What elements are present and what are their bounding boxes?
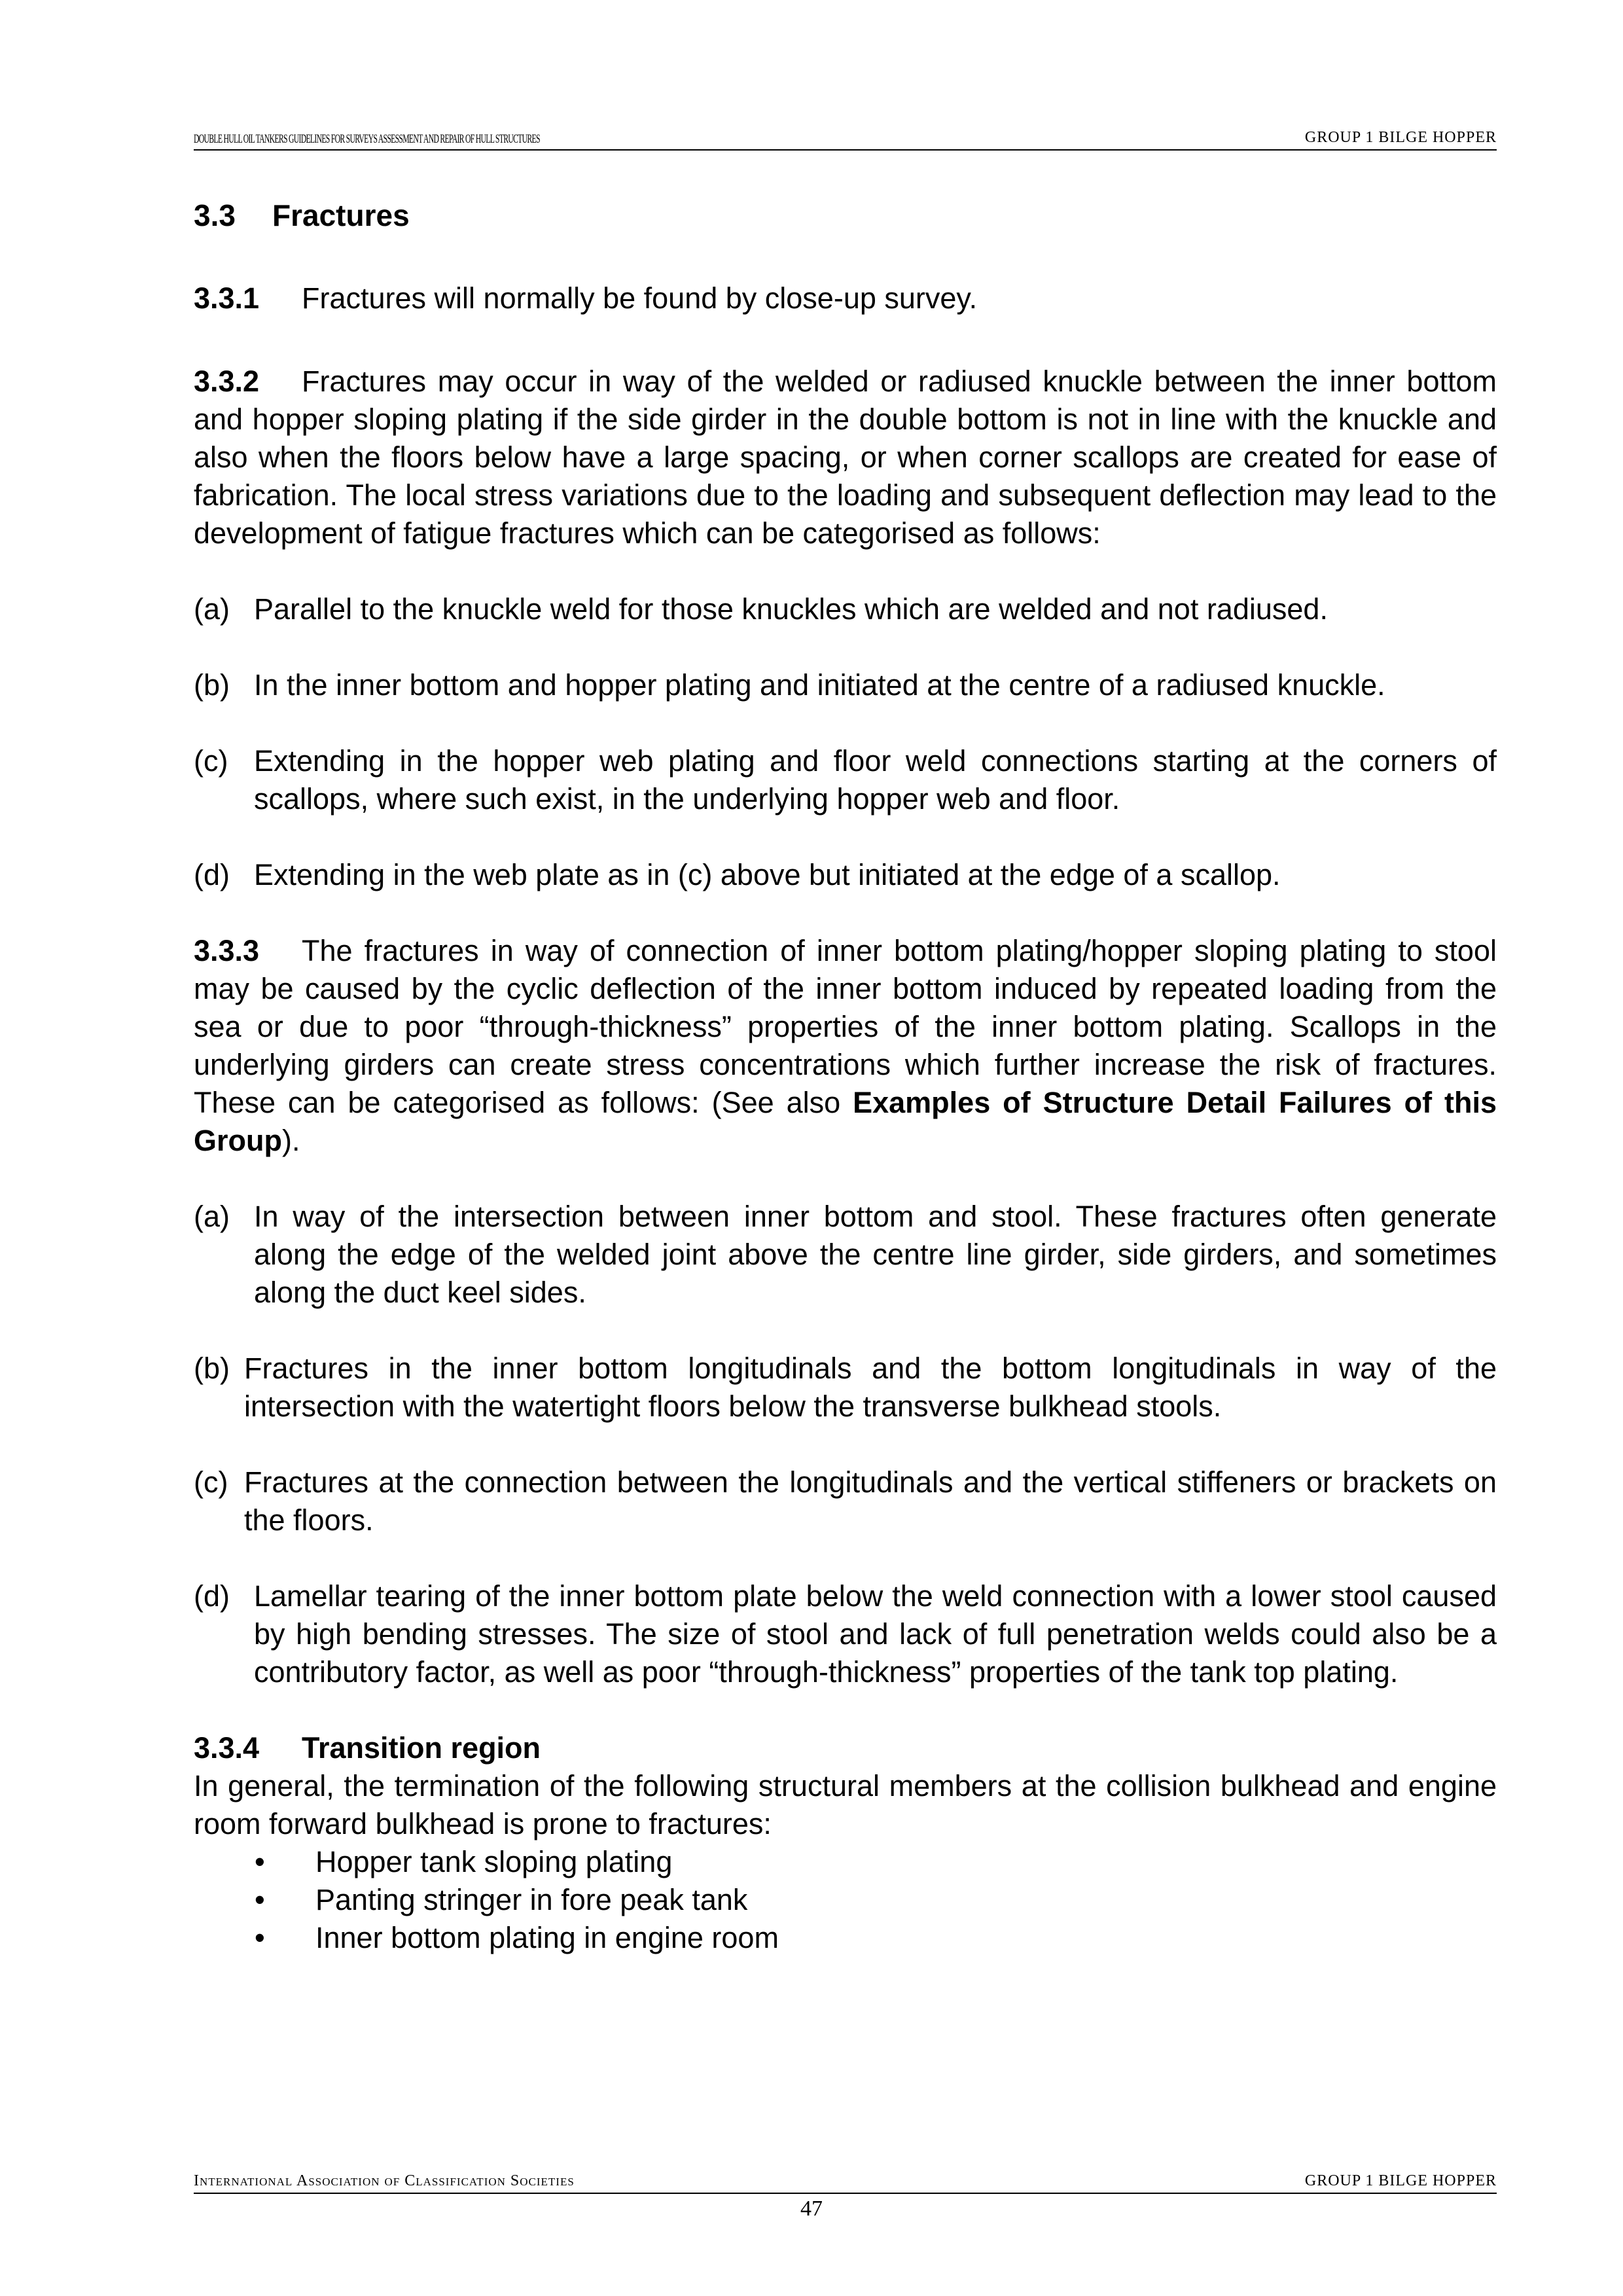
list-item-label: (d) xyxy=(194,858,230,891)
list-item-label: (b) xyxy=(194,668,230,702)
page-number: 47 xyxy=(800,2197,823,2221)
list-item xyxy=(194,666,1497,704)
paragraph-3-3-4: In general, the termination of the following structural members at the collision bulkhead and engine room forward bulkhead is prone to fractures: xyxy=(194,1769,1497,1840)
list-item-text: Lamellar tearing of the inner bottom plate below the weld connection with a lower stool caused by high bending stresses. The size of stool and lack of full penetration welds could also be a contributory factor, as well as poor “through-thickness” properties of the tank top plating. xyxy=(254,1579,1497,1689)
bullet-text: Hopper tank sloping plating xyxy=(315,1845,673,1878)
list-item xyxy=(194,1350,1497,1426)
page-footer xyxy=(194,2170,1497,2194)
bullet-text: Inner bottom plating in engine room xyxy=(315,1921,779,1954)
header-document-title: DOUBLE HULL OIL TANKERS GUIDELINES FOR SURVEYS ASSESSMENT AND REPAIR OF HULL STRUCTURES xyxy=(194,132,540,146)
paragraph-text: Fractures may occur in way of the welded or radiused knuckle between the inner bottom and hopper sloping plating if the side girder in the double bottom is not in line with the knuckle and also when the floors below have a large spacing, or when corner scallops are created for ease of fabrication. The local stress variations due to the loading and subsequent deflection may lead to the development of fatigue fractures which can be categorised as follows: xyxy=(194,365,1497,550)
bullet-icon: • xyxy=(255,1845,265,1878)
list-item xyxy=(194,742,1497,818)
list-item-text: In way of the intersection between inner bottom and stool. These fractures often generate along the edge of the welded joint above the centre line girder, side girders, and sometimes along the duct keel sides. xyxy=(254,1200,1497,1309)
paragraph-3-3-4-heading xyxy=(194,1729,1497,1767)
list-item-label: (c) xyxy=(194,744,228,778)
list-item-label: (d) xyxy=(194,1579,230,1613)
footer-group-title: GROUP 1 BILGE HOPPER xyxy=(1304,2172,1497,2189)
list-item-text: Fractures in the inner bottom longitudinals and the bottom longitudinals in way of the intersection with the watertight floors below the transverse bulkhead stools. xyxy=(244,1352,1497,1423)
list-item-text: Parallel to the knuckle weld for those knuckles which are welded and not radiused. xyxy=(254,592,1328,626)
bullet-item xyxy=(194,1881,1497,1919)
paragraph-number: 3.3.4 xyxy=(194,1731,260,1765)
page-header xyxy=(194,127,1497,151)
paragraph-text: Fractures will normally be found by close-up survey. xyxy=(302,281,978,315)
footer-organization: International Association of Classification Societies xyxy=(194,2172,575,2189)
bullet-icon: • xyxy=(255,1883,265,1916)
list-item-label: (c) xyxy=(194,1465,228,1499)
list-item xyxy=(194,1577,1497,1691)
section-title: Fractures xyxy=(272,198,410,232)
paragraph-number: 3.3.3 xyxy=(194,934,260,967)
list-item-label: (a) xyxy=(194,592,230,626)
list-item xyxy=(194,1463,1497,1539)
bullet-icon: • xyxy=(255,1921,265,1954)
list-item-text: In the inner bottom and hopper plating and initiated at the centre of a radiused knuckle. xyxy=(254,668,1385,702)
section-number: 3.3 xyxy=(194,198,236,232)
paragraph-3-3-3 xyxy=(194,932,1497,1160)
list-item-label: (a) xyxy=(194,1200,230,1233)
header-group-title: GROUP 1 BILGE HOPPER xyxy=(1304,129,1497,146)
list-item xyxy=(194,1198,1497,1312)
page-content xyxy=(194,196,1497,1957)
bullet-list xyxy=(194,1843,1497,1957)
list-item-text: Extending in the hopper web plating and floor weld connections starting at the corners of scallops, where such exist, in the underlying hopper web and floor. xyxy=(254,744,1497,816)
paragraph-number: 3.3.2 xyxy=(194,365,260,398)
list-item-text: Fractures at the connection between the longitudinals and the vertical stiffeners or brackets on the floors. xyxy=(244,1465,1497,1537)
bullet-text: Panting stringer in fore peak tank xyxy=(315,1883,748,1916)
cross-reference: Examples of Structure Detail Failures of this Group xyxy=(194,1086,1497,1157)
paragraph-3-3-1 xyxy=(194,279,1497,317)
list-item xyxy=(194,856,1497,894)
bullet-item xyxy=(194,1919,1497,1957)
paragraph-text: The fractures in way of connection of inner bottom plating/hopper sloping plating to stool may be caused by the cyclic deflection of the inner bottom induced by repeated loading from the sea or due to poor “through-thickness” properties of the inner bottom plating. Scallops in the underlying girders can create stress concentrations which further increase the risk of fractures. These can be categorised as follows: (See also xyxy=(194,934,1497,1119)
bullet-item xyxy=(194,1843,1497,1881)
section-heading xyxy=(194,196,1497,234)
list-item xyxy=(194,590,1497,628)
paragraph-3-3-2 xyxy=(194,363,1497,552)
paragraph-end: ). xyxy=(281,1124,300,1157)
subsection-title: Transition region xyxy=(302,1731,541,1765)
list-item-text: Extending in the web plate as in (c) above but initiated at the edge of a scallop. xyxy=(254,858,1281,891)
list-item-label: (b) xyxy=(194,1352,230,1385)
paragraph-number: 3.3.1 xyxy=(194,281,260,315)
